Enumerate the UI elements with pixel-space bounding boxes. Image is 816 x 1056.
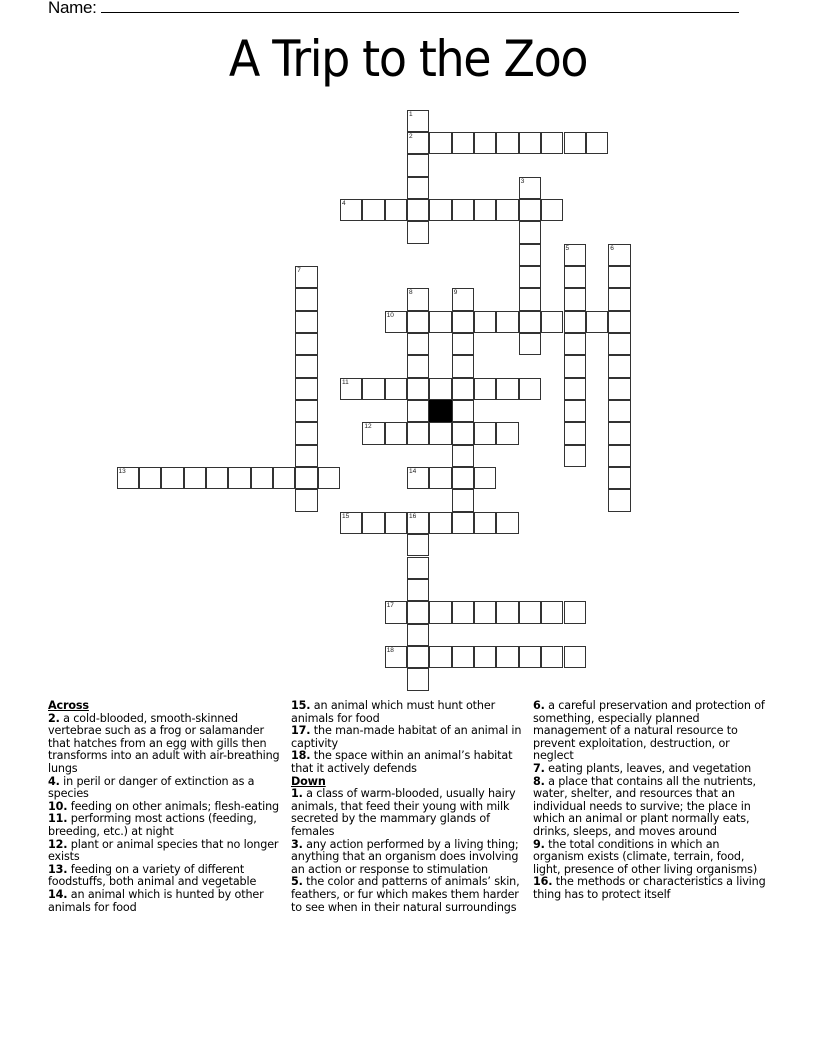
grid-cell[interactable] (519, 311, 541, 333)
grid-cell[interactable] (474, 132, 496, 154)
cell-number: 18 (386, 646, 394, 654)
grid-cell[interactable] (273, 467, 295, 489)
clue-number: 15. (291, 699, 311, 712)
grid-cell[interactable] (496, 378, 518, 400)
grid-cell[interactable] (474, 422, 496, 444)
grid-cell[interactable] (117, 467, 139, 489)
grid-cell[interactable] (496, 646, 518, 668)
cell-number: 10 (386, 311, 394, 319)
grid-cell[interactable] (496, 512, 518, 534)
grid-cell[interactable] (362, 378, 384, 400)
clue-across-14 (48, 889, 284, 914)
grid-cell[interactable] (407, 199, 429, 221)
grid-cell[interactable] (519, 378, 541, 400)
clues-column-3 (533, 700, 773, 902)
grid-cell[interactable] (474, 199, 496, 221)
grid-cell[interactable] (452, 512, 474, 534)
grid-cell[interactable] (429, 512, 451, 534)
grid-cell[interactable] (139, 467, 161, 489)
grid-cell[interactable] (385, 311, 407, 333)
grid-cell[interactable] (519, 199, 541, 221)
grid-cell[interactable] (407, 221, 429, 243)
clue-across-13 (48, 864, 284, 889)
clue-text: feeding on a variety of different foodstuffs, both animal and vegetable (48, 862, 257, 889)
clue-text: eating plants, leaves, and vegetation (548, 761, 752, 775)
cell-number: 7 (297, 266, 301, 274)
cell-number: 1 (409, 110, 413, 118)
grid-cell[interactable] (407, 624, 429, 646)
grid-cell[interactable] (407, 110, 429, 132)
grid-cell[interactable] (407, 422, 429, 444)
cell-number: 6 (610, 244, 614, 252)
cell-number: 13 (118, 468, 126, 476)
grid-cell[interactable] (519, 646, 541, 668)
clue-text: feeding on other animals; flesh-eating (70, 799, 279, 813)
clue-number: 12. (48, 837, 68, 851)
grid-cell[interactable] (519, 266, 541, 288)
grid-cell[interactable] (429, 199, 451, 221)
clue-text: any action performed by a living thing; anything that an organism does involving an action or response to stimulation (291, 837, 519, 876)
grid-cell[interactable] (541, 199, 563, 221)
grid-cell[interactable] (496, 311, 518, 333)
clue-across-18 (291, 750, 527, 775)
grid-cell[interactable] (608, 467, 630, 489)
clue-number: 4. (48, 774, 60, 788)
clue-number: 17. (291, 724, 311, 738)
clue-text: the total conditions in which an organism exists (climate, terrain, food, light, presence of other living organisms) (533, 837, 758, 876)
grid-cell[interactable] (452, 467, 474, 489)
grid-cell[interactable] (519, 221, 541, 243)
grid-cell[interactable] (608, 378, 630, 400)
grid-cell[interactable] (407, 668, 429, 690)
grid-cell[interactable] (362, 512, 384, 534)
cell-number: 17 (386, 602, 394, 610)
clue-down-1 (291, 788, 527, 838)
clue-text: the methods or characteristics a living thing has to protect itself (533, 875, 766, 901)
grid-cell[interactable] (608, 445, 630, 467)
grid-cell[interactable] (295, 288, 317, 310)
cell-number: 3 (520, 177, 525, 185)
grid-cell[interactable] (407, 557, 429, 579)
grid-cell[interactable] (295, 445, 317, 467)
grid-cell[interactable] (519, 333, 541, 355)
name-field[interactable] (48, 0, 739, 18)
clue-across-15 (291, 700, 527, 725)
grid-cell[interactable] (206, 467, 228, 489)
grid-cell[interactable] (251, 467, 273, 489)
clue-down-3 (291, 839, 527, 877)
grid-cell[interactable] (184, 467, 206, 489)
grid-cell[interactable] (161, 467, 183, 489)
grid-cell[interactable] (407, 333, 429, 355)
page-title: A Trip to the Zoo (228, 30, 588, 88)
grid-cell[interactable] (429, 646, 451, 668)
clue-number: 5. (291, 875, 303, 889)
grid-cell[interactable] (452, 378, 474, 400)
grid-cell[interactable] (474, 467, 496, 489)
grid-cell[interactable] (452, 132, 474, 154)
grid-cell[interactable] (407, 132, 429, 154)
grid-cell[interactable] (407, 579, 429, 601)
grid-cell[interactable] (564, 333, 586, 355)
grid-cell[interactable] (474, 378, 496, 400)
grid-cell[interactable] (564, 244, 586, 266)
grid-cell[interactable] (452, 601, 474, 623)
clue-text: in peril or danger of extinction as a species (48, 774, 255, 801)
grid-cell[interactable] (407, 467, 429, 489)
clue-number: 3. (291, 837, 303, 851)
grid-cell[interactable] (407, 512, 429, 534)
grid-cell[interactable] (452, 311, 474, 333)
grid-cell[interactable] (452, 489, 474, 511)
clue-down-6 (533, 700, 773, 763)
grid-cell[interactable] (340, 378, 362, 400)
grid-cell[interactable] (519, 244, 541, 266)
cell-number: 8 (409, 289, 413, 297)
clue-number: 1. (291, 787, 303, 801)
clue-text: a class of warm-blooded, usually hairy animals, that feed their young with milk secreted by the mammary glands of females (291, 787, 516, 838)
grid-cell[interactable] (474, 601, 496, 623)
grid-cell[interactable] (564, 378, 586, 400)
grid-cell[interactable] (608, 422, 630, 444)
grid-cell[interactable] (541, 601, 563, 623)
grid-cell[interactable] (362, 422, 384, 444)
cell-number: 15 (342, 512, 350, 520)
clue-down-9 (533, 839, 773, 877)
cell-number: 9 (453, 289, 458, 297)
grid-cell[interactable] (608, 355, 630, 377)
cell-number: 12 (364, 423, 372, 431)
grid-cell[interactable] (564, 266, 586, 288)
grid-cell[interactable] (429, 378, 451, 400)
clue-number: 6. (533, 699, 545, 712)
grid-cell[interactable] (586, 132, 608, 154)
clue-number: 16. (533, 875, 553, 889)
grid-cell[interactable] (295, 311, 317, 333)
clue-text: the space within an animal’s habitat that it actively defends (291, 749, 513, 775)
grid-cell[interactable] (295, 355, 317, 377)
grid-cell[interactable] (564, 132, 586, 154)
clue-across-12 (48, 839, 284, 864)
clue-number: 7. (533, 761, 545, 775)
grid-cell[interactable] (519, 132, 541, 154)
grid-cell[interactable] (385, 378, 407, 400)
grid-cell[interactable] (519, 601, 541, 623)
grid-cell[interactable] (429, 601, 451, 623)
grid-cell[interactable] (564, 288, 586, 310)
clue-number: 13. (48, 862, 68, 876)
clue-number: 9. (533, 837, 545, 851)
grid-cell[interactable] (385, 512, 407, 534)
grid-cell[interactable] (407, 378, 429, 400)
clue-across-11 (48, 813, 284, 838)
grid-cell[interactable] (474, 311, 496, 333)
grid-cell[interactable] (452, 288, 474, 310)
black-cell (429, 400, 451, 422)
clue-text: the man-made habitat of an animal in captivity (291, 724, 522, 750)
cell-number: 4 (342, 199, 346, 207)
grid-cell[interactable] (541, 132, 563, 154)
crossword-grid (117, 110, 677, 700)
grid-cell[interactable] (407, 601, 429, 623)
grid-cell[interactable] (564, 422, 586, 444)
clue-text: a place that contains all the nutrients, water, shelter, and resources that an individual needs to survive; the place in which an animal or plant normally eats, drinks, sleeps, and moves around (533, 774, 756, 838)
clue-text: plant or animal species that no longer exists (48, 837, 279, 864)
grid-cell[interactable] (407, 400, 429, 422)
grid-cell[interactable] (564, 311, 586, 333)
grid-cell[interactable] (407, 154, 429, 176)
clue-down-5 (291, 876, 527, 914)
grid-cell[interactable] (429, 311, 451, 333)
clue-across-17 (291, 725, 527, 750)
grid-cell[interactable] (407, 646, 429, 668)
name-label: Name: (48, 0, 97, 17)
grid-cell[interactable] (452, 355, 474, 377)
grid-cell[interactable] (519, 288, 541, 310)
clue-text: performing most actions (feeding, breeding, etc.) at night (48, 812, 257, 838)
grid-cell[interactable] (295, 333, 317, 355)
grid-cell[interactable] (452, 333, 474, 355)
grid-cell[interactable] (452, 646, 474, 668)
grid-cell[interactable] (295, 422, 317, 444)
grid-cell[interactable] (295, 400, 317, 422)
grid-cell[interactable] (429, 132, 451, 154)
clue-down-16 (533, 876, 773, 901)
grid-cell[interactable] (541, 311, 563, 333)
grid-cell[interactable] (496, 601, 518, 623)
grid-cell[interactable] (429, 422, 451, 444)
grid-cell[interactable] (452, 422, 474, 444)
grid-cell[interactable] (452, 445, 474, 467)
grid-cell[interactable] (407, 177, 429, 199)
grid-cell[interactable] (362, 199, 384, 221)
cell-number: 5 (565, 244, 570, 252)
grid-cell[interactable] (496, 422, 518, 444)
grid-cell[interactable] (295, 489, 317, 511)
grid-cell[interactable] (608, 244, 630, 266)
across-heading: Across (48, 699, 89, 712)
clue-number: 10. (48, 799, 68, 813)
grid-cell[interactable] (474, 646, 496, 668)
clue-across-2 (48, 713, 284, 776)
clues-column-2 (291, 700, 527, 914)
grid-cell[interactable] (496, 132, 518, 154)
grid-cell[interactable] (295, 378, 317, 400)
grid-cell[interactable] (385, 601, 407, 623)
cell-number: 11 (342, 378, 349, 386)
grid-cell[interactable] (564, 601, 586, 623)
grid-cell[interactable] (385, 199, 407, 221)
clues-column-1 (48, 700, 284, 914)
grid-cell[interactable] (340, 512, 362, 534)
grid-cell[interactable] (564, 400, 586, 422)
grid-cell[interactable] (407, 288, 429, 310)
grid-cell[interactable] (564, 445, 586, 467)
grid-cell[interactable] (608, 311, 630, 333)
grid-cell[interactable] (496, 199, 518, 221)
grid-cell[interactable] (564, 646, 586, 668)
clue-number: 18. (291, 749, 311, 763)
cell-number: 14 (409, 468, 417, 476)
grid-cell[interactable] (385, 422, 407, 444)
grid-cell[interactable] (519, 177, 541, 199)
grid-cell[interactable] (407, 355, 429, 377)
cell-number: 16 (409, 512, 417, 520)
clue-down-8 (533, 776, 773, 839)
clue-text: a cold-blooded, smooth-skinned vertebrae such as a frog or salamander that hatches from an egg with gills then transforms into an adult with air-breathing lungs (48, 711, 280, 775)
grid-cell[interactable] (295, 467, 317, 489)
grid-cell[interactable] (407, 534, 429, 556)
clue-text: an animal which must hunt other animals for food (291, 699, 496, 725)
grid-cell[interactable] (407, 311, 429, 333)
clue-text: an animal which is hunted by other animals for food (48, 887, 264, 914)
clue-text: the color and patterns of animals’ skin, feathers, or fur which makes them harder to see when in their natural surroundings (291, 875, 520, 914)
grid-cell[interactable] (452, 400, 474, 422)
grid-cell[interactable] (608, 400, 630, 422)
grid-cell[interactable] (318, 467, 340, 489)
grid-cell[interactable] (385, 646, 407, 668)
grid-cell[interactable] (228, 467, 250, 489)
grid-cell[interactable] (429, 467, 451, 489)
grid-cell[interactable] (608, 266, 630, 288)
grid-cell[interactable] (541, 646, 563, 668)
name-blank-line[interactable] (101, 0, 739, 13)
down-heading: Down (291, 774, 326, 788)
grid-cell[interactable] (295, 266, 317, 288)
clue-number: 8. (533, 774, 545, 788)
grid-cell[interactable] (608, 288, 630, 310)
grid-cell[interactable] (586, 311, 608, 333)
clue-across-4 (48, 776, 284, 801)
grid-cell[interactable] (608, 333, 630, 355)
grid-cell[interactable] (452, 199, 474, 221)
grid-cell[interactable] (564, 355, 586, 377)
grid-cell[interactable] (608, 489, 630, 511)
clue-number: 2. (48, 711, 60, 725)
grid-cell[interactable] (340, 199, 362, 221)
clue-number: 11. (48, 812, 68, 826)
grid-cell[interactable] (474, 512, 496, 534)
cell-number: 2 (409, 132, 413, 140)
clue-text: a careful preservation and protection of something, especially planned management of a natural resource to prevent exploitation, destruction, or neglect (533, 699, 765, 763)
clue-number: 14. (48, 887, 68, 901)
